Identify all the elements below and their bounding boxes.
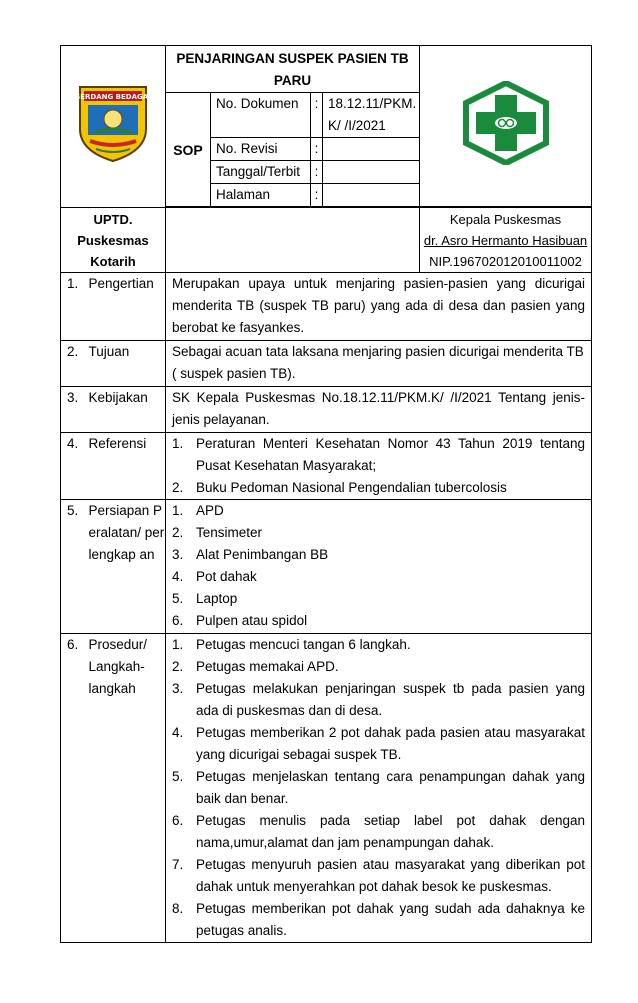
signature-blank-cell bbox=[166, 207, 420, 272]
section-text: Sebagai acuan tata laksana menjaring pasien dicurigai menderita TB ( suspek pasien TB). bbox=[166, 340, 592, 386]
section-label: Kebijakan bbox=[85, 386, 166, 432]
signature-table bbox=[60, 207, 592, 273]
sop-document bbox=[60, 45, 591, 943]
serdang-bedagai-emblem-icon bbox=[72, 83, 154, 163]
list-item: 2. Petugas memakai APD. bbox=[172, 658, 339, 674]
list-item: 4. Petugas memberikan 2 pot dahak pada pasien atau masyarakat yang dicurigai sebagai suspek TB. bbox=[172, 724, 585, 762]
body-table bbox=[60, 272, 592, 943]
section-label: Prosedur/ Langkah- langkah bbox=[85, 633, 166, 942]
section-number: 4. bbox=[61, 432, 85, 499]
section-label: Tujuan bbox=[85, 340, 166, 386]
header-table bbox=[60, 45, 592, 208]
field-value-no-revisi bbox=[323, 138, 420, 161]
section-label: Persiapan Peralatan/ perlengkap an bbox=[85, 499, 166, 633]
list-item: 6. Pulpen atau spidol bbox=[172, 612, 308, 628]
signature-nip: NIP.196702012010011002 bbox=[429, 253, 582, 269]
list-item: 2. Tensimeter bbox=[172, 524, 263, 540]
section-number: 6. bbox=[61, 633, 85, 942]
section-number: 3. bbox=[61, 386, 85, 432]
section-row-tujuan bbox=[61, 340, 592, 386]
field-value-no-dokumen: 18.12.11/PKM. K/ /I/2021 bbox=[323, 93, 420, 138]
field-label-no-revisi: No. Revisi bbox=[211, 138, 311, 161]
field-colon: : bbox=[311, 161, 323, 184]
list-item: 3. Alat Penimbangan BB bbox=[172, 546, 329, 562]
field-value-tanggal-terbit bbox=[323, 161, 420, 184]
unit-line-2: Puskesmas bbox=[77, 232, 149, 248]
section-label: Pengertian bbox=[85, 272, 166, 340]
list-item: 5. Laptop bbox=[172, 590, 238, 606]
list-item: 6. Petugas menulis pada setiap label pot dahak dengan nama,umur,alamat dan jam penampungan dahak. bbox=[172, 812, 585, 850]
signature-block bbox=[420, 207, 592, 272]
field-colon: : bbox=[311, 138, 323, 161]
unit-name bbox=[61, 207, 166, 272]
field-label-no-dokumen: No. Dokumen bbox=[211, 93, 311, 138]
section-list bbox=[166, 633, 592, 942]
section-row-kebijakan bbox=[61, 386, 592, 432]
sop-label: SOP bbox=[166, 93, 211, 207]
emblem-banner-text: SERDANG BEDAGAI bbox=[75, 92, 151, 101]
field-label-halaman: Halaman bbox=[211, 184, 311, 207]
field-label-tanggal-terbit: Tanggal/Terbit bbox=[211, 161, 311, 184]
list-item: 1. Petugas mencuci tangan 6 langkah. bbox=[172, 636, 411, 652]
section-text: Merupakan upaya untuk menjaring pasien-pasien yang dicurigai menderita TB (suspek TB paru) yang ada di desa dan pasien yang berobat ke fasyankes. bbox=[166, 272, 592, 340]
section-list bbox=[166, 432, 592, 499]
list-item: 8. Petugas memberikan pot dahak yang sudah ada dahaknya ke petugas analis. bbox=[172, 900, 585, 938]
puskesmas-logo-icon bbox=[462, 81, 550, 165]
section-row-prosedur bbox=[61, 633, 592, 942]
list-item: 7. Petugas menyuruh pasien atau masyarakat yang diberikan pot dahak untuk menyerahkan pot dahak besok ke puskesmas. bbox=[172, 856, 585, 894]
list-item: 1. APD bbox=[172, 502, 224, 518]
section-text: SK Kepala Puskesmas No.18.12.11/PKM.K/ /I/2021 Tentang jenis-jenis pelayanan. bbox=[166, 386, 592, 432]
section-number: 5. bbox=[61, 499, 85, 633]
field-colon: : bbox=[311, 184, 323, 207]
section-list bbox=[166, 499, 592, 633]
right-logo-cell bbox=[420, 46, 592, 207]
section-row-referensi bbox=[61, 432, 592, 499]
signature-title: Kepala Puskesmas bbox=[449, 211, 562, 227]
field-value-halaman bbox=[323, 184, 420, 207]
list-item: 2. Buku Pedoman Nasional Pengendalian tubercolosis bbox=[172, 479, 507, 495]
unit-line-3: Kotarih bbox=[90, 253, 136, 269]
left-logo-cell bbox=[61, 46, 166, 208]
list-item: 5. Petugas menjelaskan tentang cara penampungan dahak yang baik dan benar. bbox=[172, 768, 585, 806]
list-item: 3. Petugas melakukan penjaringan suspek tb pada pasien yang ada di puskesmas dan di desa. bbox=[172, 680, 585, 718]
section-number: 2. bbox=[61, 340, 85, 386]
document-title: PENJARINGAN SUSPEK PASIEN TB PARU bbox=[166, 46, 420, 93]
section-row-persiapan bbox=[61, 499, 592, 633]
section-row-pengertian bbox=[61, 272, 592, 340]
list-item: 4. Pot dahak bbox=[172, 568, 257, 584]
signature-name: dr. Asro Hermanto Hasibuan bbox=[423, 232, 588, 248]
unit-line-1: UPTD. bbox=[93, 211, 133, 227]
field-colon: : bbox=[311, 93, 323, 138]
section-number: 1. bbox=[61, 272, 85, 340]
section-label: Referensi bbox=[85, 432, 166, 499]
list-item: 1. Peraturan Menteri Kesehatan Nomor 43 Tahun 2019 tentang Pusat Kesehatan Masyarakat; bbox=[172, 435, 585, 473]
